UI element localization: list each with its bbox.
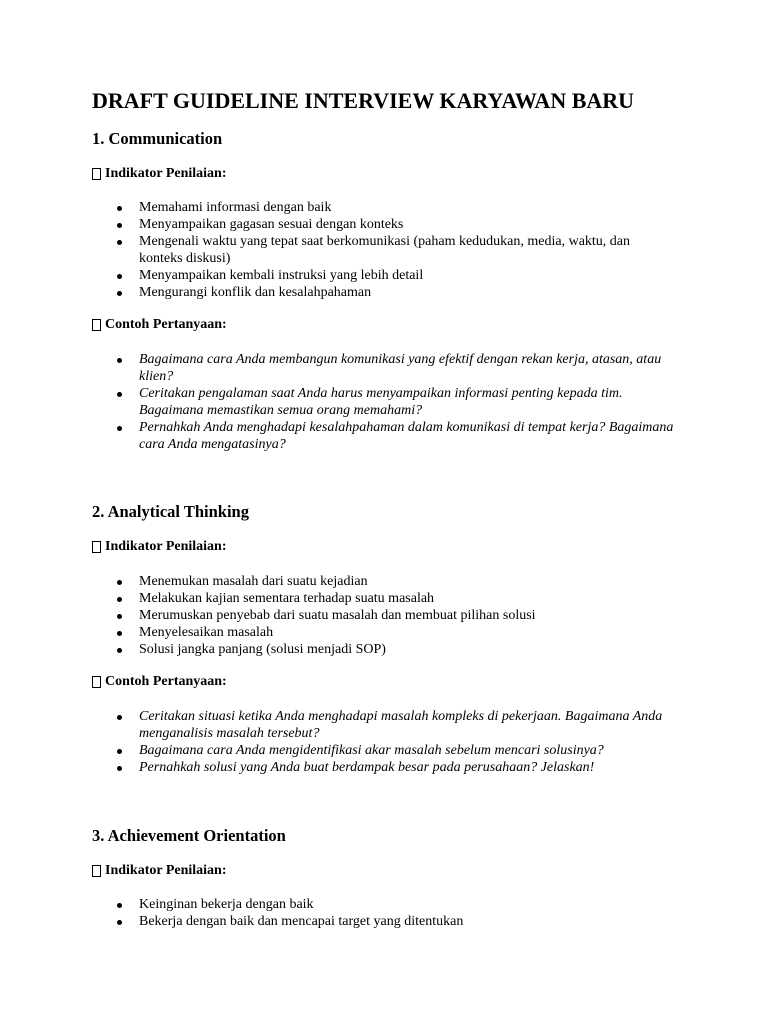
indicator-label: Indikator Penilaian: xyxy=(105,539,227,554)
list-item: Memahami informasi dengan baik xyxy=(114,199,674,216)
list-item: Menyelesaikan masalah xyxy=(114,624,674,641)
indicator-list xyxy=(114,199,674,301)
list-item: Pernahkah solusi yang Anda buat berdampak besar pada perusahaan? Jelaskan! xyxy=(114,759,674,776)
indicator-heading xyxy=(92,165,227,183)
list-item: Menyampaikan gagasan sesuai dengan konteks xyxy=(114,216,674,233)
section-heading-achievement-orientation: 3. Achievement Orientation xyxy=(92,826,286,845)
list-item: Mengenali waktu yang tepat saat berkomunikasi (paham kedudukan, media, waktu, dan konteks diskusi) xyxy=(114,233,674,267)
question-list xyxy=(114,351,674,453)
list-item: Mengurangi konflik dan kesalahpahaman xyxy=(114,284,674,301)
list-item: Keinginan bekerja dengan baik xyxy=(114,896,674,913)
question-label: Contoh Pertanyaan: xyxy=(105,674,227,689)
indicator-list xyxy=(114,573,674,658)
list-item: Melakukan kajian sementara terhadap suatu masalah xyxy=(114,590,674,607)
missing-glyph-icon xyxy=(92,676,101,688)
list-item: Pernahkah Anda menghadapi kesalahpahaman dalam komunikasi di tempat kerja? Bagaimana cara Anda mengatasinya? xyxy=(114,419,674,453)
indicator-label: Indikator Penilaian: xyxy=(105,863,227,878)
list-item: Bagaimana cara Anda mengidentifikasi akar masalah sebelum mencari solusinya? xyxy=(114,742,674,759)
list-item: Ceritakan situasi ketika Anda menghadapi masalah kompleks di pekerjaan. Bagaimana Anda menganalisis masalah tersebut? xyxy=(114,708,674,742)
section-heading-analytical-thinking: 2. Analytical Thinking xyxy=(92,502,249,521)
document-title: DRAFT GUIDELINE INTERVIEW KARYAWAN BARU xyxy=(92,88,635,113)
missing-glyph-icon xyxy=(92,319,101,331)
indicator-list xyxy=(114,896,674,930)
list-item: Merumuskan penyebab dari suatu masalah dan membuat pilihan solusi xyxy=(114,607,674,624)
indicator-heading xyxy=(92,862,227,880)
section-heading-communication: 1. Communication xyxy=(92,129,223,148)
missing-glyph-icon xyxy=(92,168,101,180)
question-heading xyxy=(92,316,227,334)
list-item: Ceritakan pengalaman saat Anda harus menyampaikan informasi penting kepada tim. Bagaimana memastikan semua orang memahami? xyxy=(114,385,674,419)
indicator-label: Indikator Penilaian: xyxy=(105,166,227,181)
list-item: Menyampaikan kembali instruksi yang lebih detail xyxy=(114,267,674,284)
question-list xyxy=(114,708,674,776)
missing-glyph-icon xyxy=(92,865,101,877)
indicator-heading xyxy=(92,538,227,556)
question-heading xyxy=(92,673,227,691)
list-item: Solusi jangka panjang (solusi menjadi SOP) xyxy=(114,641,674,658)
list-item: Bagaimana cara Anda membangun komunikasi yang efektif dengan rekan kerja, atasan, atau klien? xyxy=(114,351,674,385)
list-item: Menemukan masalah dari suatu kejadian xyxy=(114,573,674,590)
question-label: Contoh Pertanyaan: xyxy=(105,317,227,332)
missing-glyph-icon xyxy=(92,541,101,553)
list-item: Bekerja dengan baik dan mencapai target yang ditentukan xyxy=(114,913,674,930)
